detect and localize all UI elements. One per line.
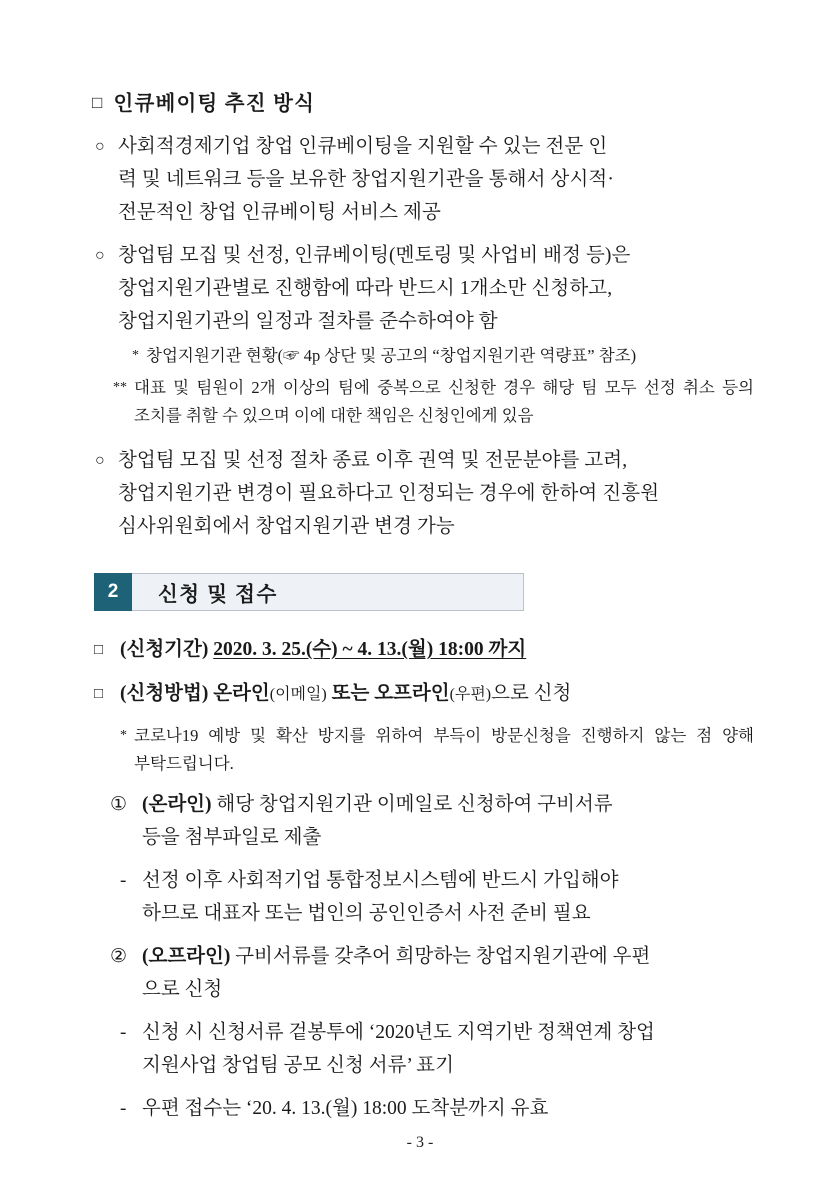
footnote-text: 코로나19 예방 및 확산 방지를 위하여 부득이 방문신청을 진행하지 않는 점 양해 부탁드립니다. [134,726,754,773]
text-line: 우편 접수는 ‘20. 4. 13.(월) 18:00 도착분까지 유효 [142,1098,549,1119]
footnote [116,342,754,370]
list-item-text [118,130,754,229]
text-line: 등을 첨부파일로 제출 [142,827,322,848]
text-line: 전문적인 창업 인큐베이팅 서비스 제공 [118,202,441,223]
text-line: 해당 창업지원기관 이메일로 신청하여 구비서류 [216,794,613,815]
circle-bullet-icon: ○ [95,247,105,264]
footnote [104,374,754,430]
text-line: 력 및 네트워크 등을 보유한 창업지원기관을 통해서 상시적· [118,169,614,190]
apply-method-conjunction: 또는 [331,683,370,704]
apply-substep [92,1092,754,1125]
apply-substep-text [142,1092,754,1125]
apply-period-label: (신청기간) [120,639,209,660]
list-item [92,239,754,338]
page-number: - 3 - [406,1134,434,1151]
section-heading-text: 인큐베이팅 추진 방식 [113,93,316,115]
dash-bullet-icon: - [120,1098,127,1119]
apply-step-text [142,788,754,854]
apply-method-online-note: (이메일) [269,686,327,703]
apply-method-offline-note: (우편) [449,686,492,703]
circle-bullet-icon: ○ [95,138,105,155]
apply-step-online [92,788,754,854]
text-line: 으로 신청 [142,979,223,1000]
asterisk-icon: * [120,728,127,743]
apply-method-row [92,677,754,712]
circled-number-icon: ① [110,794,128,815]
text-line: 선정 이후 사회적기업 통합정보시스템에 반드시 가입해야 [142,870,619,891]
square-bullet-icon: □ [92,92,104,112]
dash-bullet-icon: - [120,1022,127,1043]
apply-method-text [120,677,754,712]
text-line: 창업지원기관의 일정과 절차를 준수하여야 함 [118,311,498,332]
footnote-covid [104,722,754,778]
list-item-text [118,444,754,543]
text-line: 신청 시 신청서류 겉봉투에 ‘2020년도 지역기반 정책연계 창업 [142,1022,655,1043]
apply-step-label: (오프라인) [142,946,231,967]
apply-substep [92,864,754,930]
dash-bullet-icon: - [120,870,127,891]
text-line [142,940,754,973]
circle-bullet-icon: ○ [95,452,105,469]
apply-period-value: 2020. 3. 25.(수) ~ 4. 13.(월) 18:00 까지 [213,639,527,660]
text-line: 심사위원회에서 창업지원기관 변경 가능 [118,516,455,537]
footnote-text: 대표 및 팀원이 2개 이상의 팀에 중복으로 신청한 경우 해당 팀 모두 선정 취소 등의 조치를 취할 수 있으며 이에 대한 책임은 신청인에게 있음 [134,378,754,425]
list-item-text [118,239,754,338]
apply-substep-text [142,864,754,930]
square-bullet-icon: □ [94,642,104,658]
text-line: 창업팀 모집 및 선정 절차 종료 이후 권역 및 전문분야를 고려, [118,450,628,471]
apply-method-tail: 으로 신청 [491,683,572,704]
list-item [92,130,754,229]
asterisk-icon: * [132,348,139,363]
text-line: 사회적경제기업 창업 인큐베이팅을 지원할 수 있는 전문 인 [118,136,608,157]
square-bullet-icon: □ [94,686,104,702]
apply-substep-text [142,1016,754,1082]
text-line: 구비서류를 갖추어 희망하는 창업지원기관에 우편 [235,946,651,967]
apply-step-text [142,940,754,1006]
circled-number-icon: ② [110,946,128,967]
section-heading-incubating [92,86,754,116]
apply-method-online: 온라인 [213,683,270,704]
section-number-badge: 2 [94,573,132,611]
apply-step-label: (온라인) [142,794,212,815]
text-line: 하므로 대표자 또는 법인의 공인인증서 사전 준비 필요 [142,903,591,924]
double-asterisk-icon: ** [113,380,127,395]
apply-step-offline [92,940,754,1006]
text-line: 창업지원기관 변경이 필요하다고 인정되는 경우에 한하여 진흥원 [118,483,660,504]
text-line: 창업지원기관별로 진행함에 따라 반드시 1개소만 신청하고, [118,278,613,299]
apply-method-offline: 오프라인 [374,683,450,704]
section-banner-title: 신청 및 접수 [132,573,524,611]
text-line: 지원사업 창업팀 공모 신청 서류’ 표기 [142,1055,454,1076]
apply-substep [92,1016,754,1082]
apply-period-row [92,633,754,667]
text-line: 창업팀 모집 및 선정, 인큐베이팅(멘토링 및 사업비 배정 등)은 [118,245,631,266]
apply-method-label: (신청방법) [120,683,209,704]
section-banner-apply [94,573,524,611]
footnote-text: 창업지원기관 현황(☞ 4p 상단 및 공고의 “창업지원기관 역량표” 참조) [146,346,637,365]
apply-period-text [120,633,754,667]
text-line [142,788,754,821]
list-item [92,444,754,543]
